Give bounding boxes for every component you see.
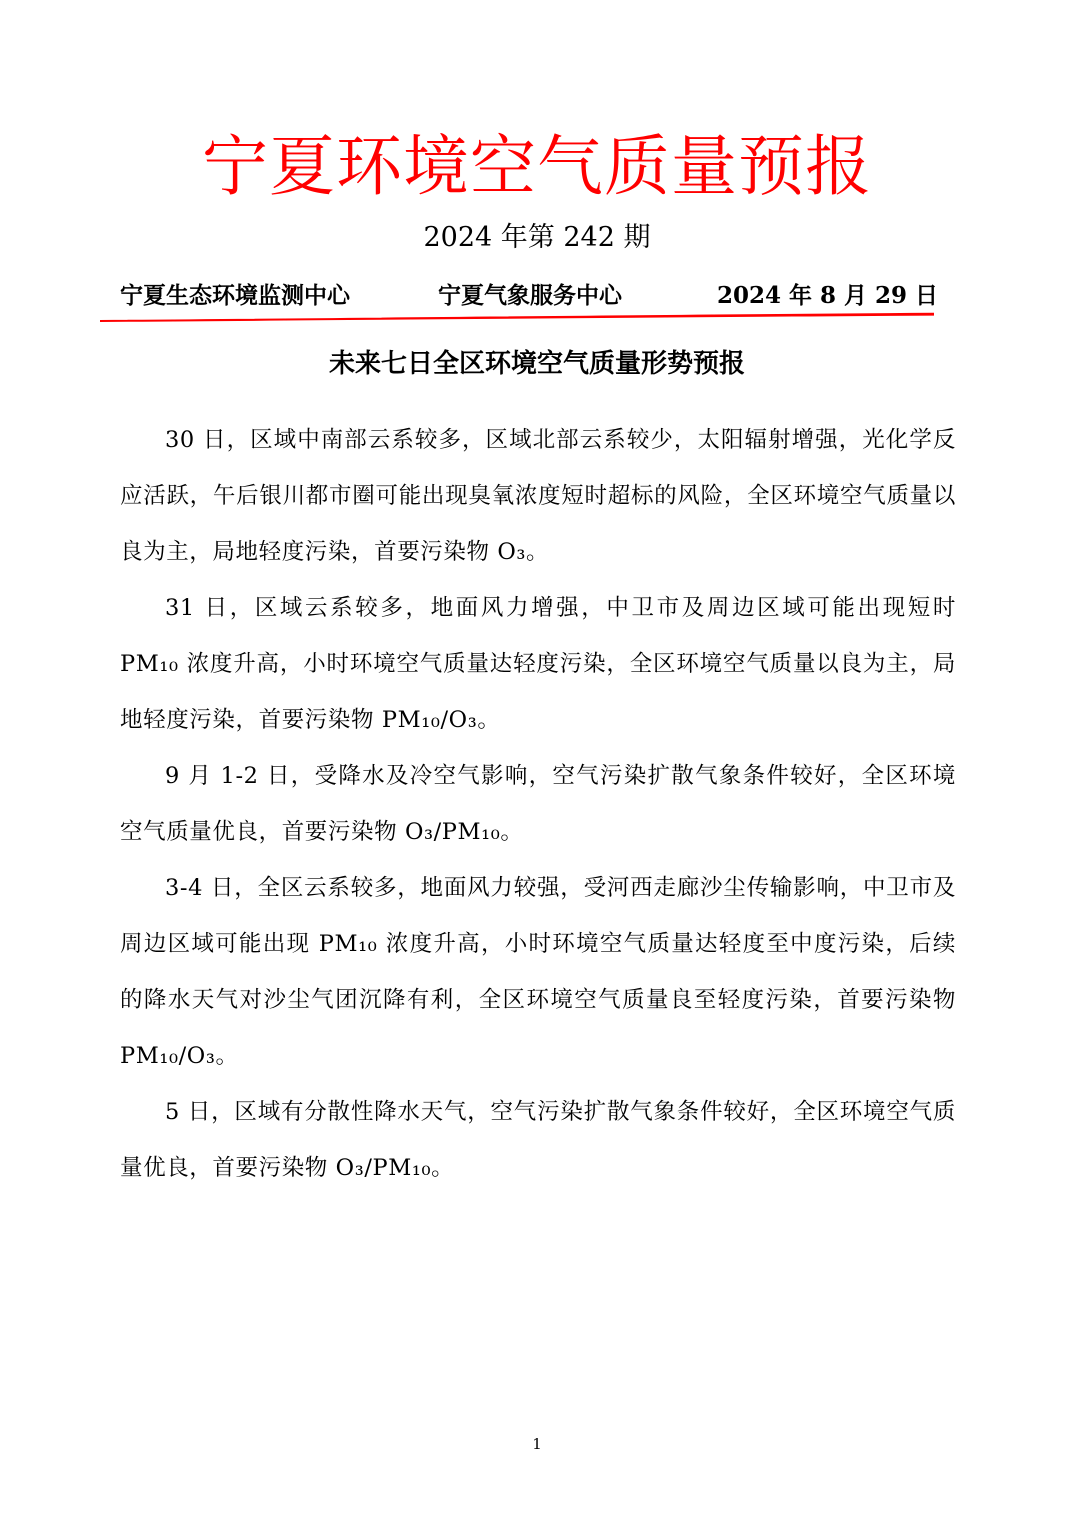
forecast-paragraph-day-30: 30 日，区域中南部云系较多，区域北部云系较少，太阳辐射增强，光化学反应活跃，午后银川都市圈可能出现臭氧浓度短时超标的风险，全区环境空气质量以良为主，局地轻度污染，首要污染物 O₃。: [120, 427, 956, 565]
forecast-paragraph-day-31: 31 日，区域云系较多，地面风力增强，中卫市及周边区域可能出现短时 PM₁₀ 浓度升高，小时环境空气质量达轻度污染，全区环境空气质量以良为主，局地轻度污染，首要污染物 PM₁₀/O₃。: [120, 595, 956, 733]
section-heading: 未来七日全区环境空气质量形势预报: [328, 349, 745, 379]
environment-center-name: 宁夏生态环境监测中心: [120, 282, 350, 309]
forecast-paragraph-day-5: 5 日，区域有分散性降水天气，空气污染扩散气象条件较好，全区环境空气质量优良，首要污染物 O₃/PM₁₀。: [120, 1099, 956, 1181]
issuer-row: [120, 276, 938, 316]
page-number: 1: [532, 1435, 542, 1453]
red-divider-stroke: [100, 313, 934, 322]
meteorology-center-name: 宁夏气象服务中心: [438, 282, 622, 309]
forecast-body: [120, 412, 956, 1196]
forecast-paragraph-sep-1-2: 9 月 1-2 日，受降水及冷空气影响，空气污染扩散气象条件较好，全区环境空气质量优良，首要污染物 O₃/PM₁₀。: [120, 763, 956, 845]
issue-date: 2024 年 8 月 29 日: [716, 282, 938, 309]
forecast-paragraph-day-3-4: 3-4 日，全区云系较多，地面风力较强，受河西走廊沙尘传输影响，中卫市及周边区域可能出现 PM₁₀ 浓度升高，小时环境空气质量达轻度至中度污染，后续的降水天气对沙尘气团沉降有利，全区环境空气质量良至轻度污染，首要污染物 PM₁₀/O₃。: [120, 875, 956, 1069]
issue-number: 2024 年第 242 期: [423, 222, 651, 253]
red-divider-svg: [100, 312, 934, 322]
masthead-title: 宁夏环境空气质量预报: [202, 128, 872, 205]
